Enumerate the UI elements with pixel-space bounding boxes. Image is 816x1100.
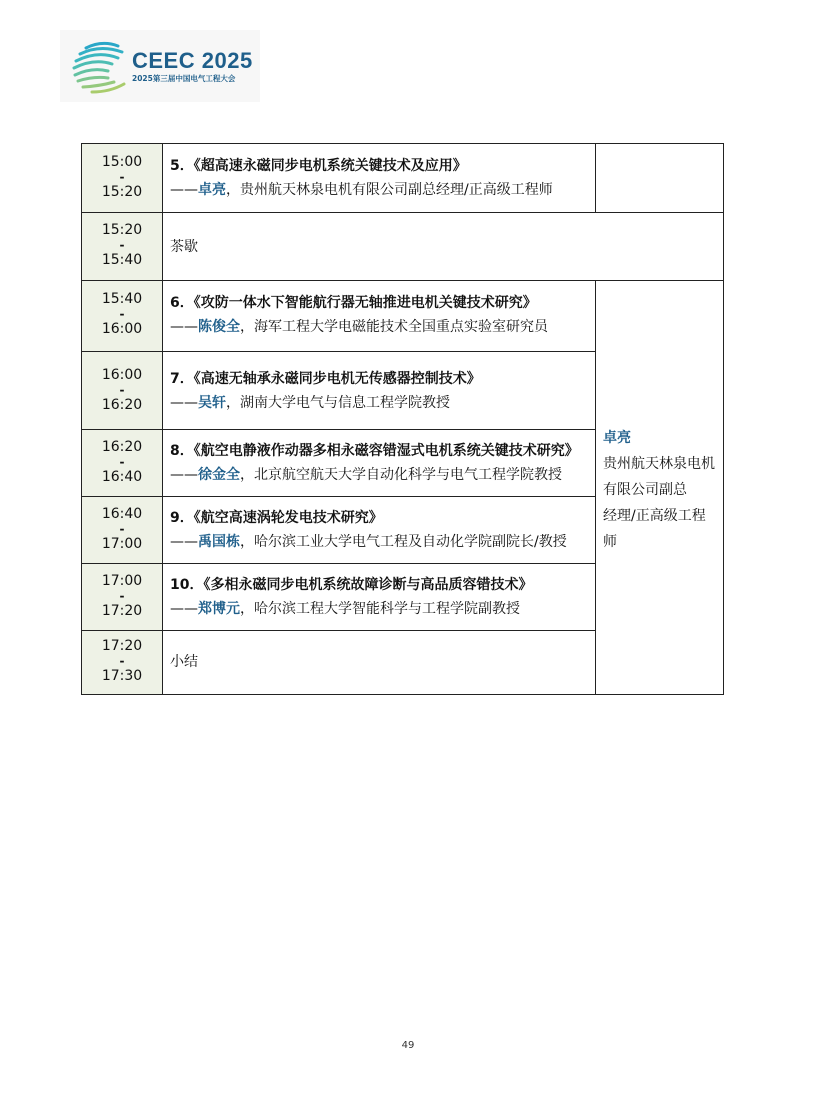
table-divider: [82, 630, 596, 631]
break-label: 茶歇: [170, 239, 198, 255]
time-cell: 17:20 - 17:30: [82, 631, 163, 694]
talk-title: 5．《超高速永磁同步电机系统关键技术及应用》: [170, 158, 467, 174]
time-cell: 17:00 - 17:20: [82, 564, 163, 631]
page-number: 49: [401, 1040, 415, 1051]
logo-subtitle: 2025第三届中国电气工程大会: [132, 74, 236, 83]
summary-label: 小结: [170, 654, 198, 670]
talk-cell: [163, 352, 596, 430]
talk-title: 10．《多相永磁同步电机系统故障诊断与高品质容错技术》: [170, 577, 533, 593]
talk-speaker: ——吴轩，湖南大学电气与信息工程学院教授: [170, 395, 450, 411]
table-divider: [82, 496, 596, 497]
host-line: 有限公司副总: [603, 482, 687, 498]
table-divider: [82, 429, 596, 430]
time-cell: 16:40 - 17:00: [82, 497, 163, 564]
time-cell: 16:20 - 16:40: [82, 430, 163, 497]
time-cell: 15:20 - 15:40: [82, 213, 163, 281]
break-cell: [163, 213, 723, 281]
table-divider: [82, 563, 596, 564]
talk-cell: [163, 497, 596, 564]
host-name: 卓亮: [603, 430, 631, 446]
talk-title: 8．《航空电静液作动器多相永磁容错湿式电机系统关键技术研究》: [170, 443, 579, 459]
time-cell: 15:40 - 16:00: [82, 281, 163, 352]
table-divider: [82, 280, 723, 281]
talk-title: 9．《航空高速涡轮发电技术研究》: [170, 510, 383, 526]
talk-cell: [163, 430, 596, 497]
talk-cell: [163, 564, 596, 631]
talk-speaker: ——禹国栋，哈尔滨工业大学电气工程及自动化学院副院长/教授: [170, 534, 567, 550]
table-divider: [82, 212, 723, 213]
talk-cell: [163, 144, 596, 213]
host-cell: [596, 281, 723, 694]
ceec-logo-icon: [68, 36, 132, 96]
talk-speaker: ——陈俊全，海军工程大学电磁能技术全国重点实验室研究员: [170, 319, 548, 335]
table-divider: [595, 281, 596, 694]
schedule-table: [81, 143, 724, 695]
host-line: 经理/正高级工程: [603, 508, 706, 524]
table-divider: [82, 351, 596, 352]
time-cell: 15:00 - 15:20: [82, 144, 163, 213]
host-line: 师: [603, 534, 617, 550]
summary-cell: [163, 631, 596, 694]
talk-speaker: ——郑博元，哈尔滨工程大学智能科学与工程学院副教授: [170, 601, 520, 617]
host-line: 贵州航天林泉电机: [603, 456, 715, 472]
talk-title: 6．《攻防一体水下智能航行器无轴推进电机关键技术研究》: [170, 295, 537, 311]
talk-cell: [163, 281, 596, 352]
conference-logo: [60, 30, 260, 102]
talk-title: 7．《高速无轴承永磁同步电机无传感器控制技术》: [170, 371, 481, 387]
time-cell: 16:00 - 16:20: [82, 352, 163, 430]
talk-speaker: ——卓亮，贵州航天林泉电机有限公司副总经理/正高级工程师: [170, 182, 553, 198]
logo-title: CEEC 2025: [132, 48, 253, 73]
talk-speaker: ——徐金全，北京航空航天大学自动化科学与电气工程学院教授: [170, 467, 562, 483]
table-divider: [595, 144, 596, 213]
